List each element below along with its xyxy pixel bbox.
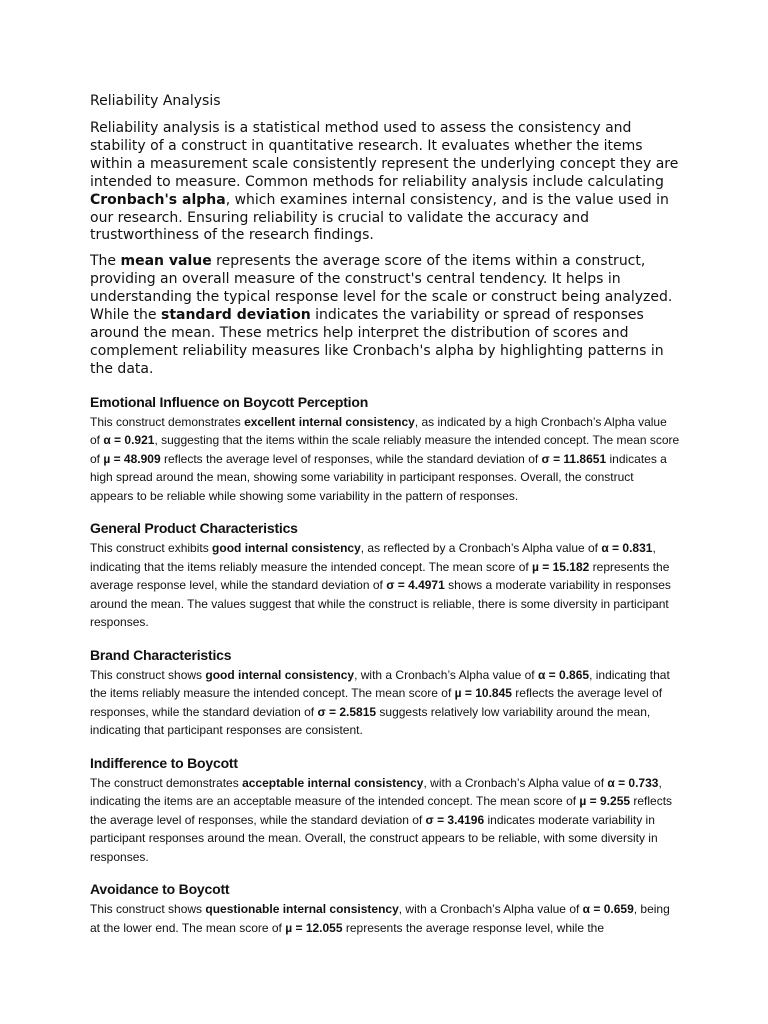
bold-term: µ = 9.255 [579,794,631,809]
bold-term: σ = 3.4196 [425,812,485,827]
section-heading-emotional-influence: Emotional Influence on Boycott Perception [90,393,369,410]
intro-paragraph-mean-sd: The mean value represents the average score of the items within a construct, providing an overall measure of the construct's central tendency. It helps in understanding the typical response level for the scale or construct being analyzed. While the standard deviation indicates the variability or spread of responses around the mean. These metrics help interpret the distribution of scores and complement reliability measures like Cronbach's alpha by highlighting patterns in the data. [90,253,673,377]
bold-term: σ = 4.4971 [386,578,445,593]
section-body-brand-characteristics: This construct shows good internal consistency, with a Cronbach’s Alpha value of α = 0.865, indicating that the items reliably measure the intended concept. The mean score of µ = 10.845 reflects the average level of responses, while the standard deviation of σ = 2.5815 suggests relatively low variability around the mean, indicating that participant responses are consistent. [90,667,670,738]
bold-term: standard deviation [160,307,311,324]
bold-term: α = 0.733 [607,775,659,790]
section-heading-avoidance: Avoidance to Boycott [90,881,230,898]
bold-term: µ = 12.055 [285,920,343,935]
section-body-emotional-influence: This construct demonstrates excellent internal consistency, as indicated by a high Cronbach’s Alpha value of α = 0.921, suggesting that the items within the scale reliably measure the intended concept. The mean score of µ = 48.909 reflects the average level of responses, while the standard deviation of σ = 11.8651 indicates a high spread around the mean, showing some variability in participant responses. Overall, the construct appears to be reliable while showing some variability in the pattern of responses. [90,414,680,503]
bold-term: µ = 15.182 [532,559,590,574]
section-body-indifference: The construct demonstrates acceptable internal consistency, with a Cronbach’s Alpha value of α = 0.733, indicating the items are an acceptable measure of the intended concept. The mean score of µ = 9.255 reflects the average level of responses, while the standard deviation of σ = 3.4196 indicates moderate variability in participant responses around the mean. Overall, the construct appears to be reliable, with some diversity in responses. [90,775,673,864]
section-body-general-product: This construct exhibits good internal consistency, as reflected by a Cronbach’s Alpha value of α = 0.831, indicating that the items reliably measure the intended concept. The mean score of µ = 15.182 represents the average response level, while the standard deviation of σ = 4.4971 shows a moderate variability in responses around the mean. The values suggest that while the construct is reliable, there is some diversity in participant responses. [90,541,671,630]
bold-term: α = 0.865 [537,667,590,682]
bold-term: σ = 2.5815 [317,704,377,719]
bold-term: α = 0.831 [601,541,653,556]
bold-term: α = 0.921 [103,433,155,448]
bold-term: questionable internal consistency [205,902,399,917]
document-content [90,92,680,937]
section-body-avoidance: This construct shows questionable internal consistency, with a Cronbach’s Alpha value of α = 0.659, being at the lower end. The mean score of µ = 12.055 represents the average response level, while the [90,902,670,935]
bold-term: α = 0.659 [582,902,634,917]
bold-term: mean value [120,253,212,270]
bold-term: Cronbach's alpha [90,191,226,208]
document-title: Reliability Analysis [90,93,221,109]
bold-term: good internal consistency [205,667,355,682]
bold-term: acceptable internal consistency [242,775,424,790]
bold-term: µ = 10.845 [454,686,512,701]
section-heading-indifference: Indifference to Boycott [90,754,238,771]
intro-paragraph-reliability: Reliability analysis is a statistical method used to assess the consistency and stability of a construct in quantitative research. It evaluates whether the items within a measurement scale consistently represent the underlying concept they are intended to measure. Common methods for reliability analysis include calculating Cronbach's alpha, which examines internal consistency, and is the value used in our research. Ensuring reliability is crucial to validate the accuracy and trustworthiness of the research findings. [90,120,679,244]
bold-term: σ = 11.8651 [541,451,607,466]
section-heading-brand-characteristics: Brand Characteristics [90,646,232,663]
section-heading-general-product: General Product Characteristics [90,520,298,537]
bold-term: µ = 48.909 [103,451,161,466]
bold-term: good internal consistency [212,541,361,556]
bold-term: excellent internal consistency [244,414,415,429]
